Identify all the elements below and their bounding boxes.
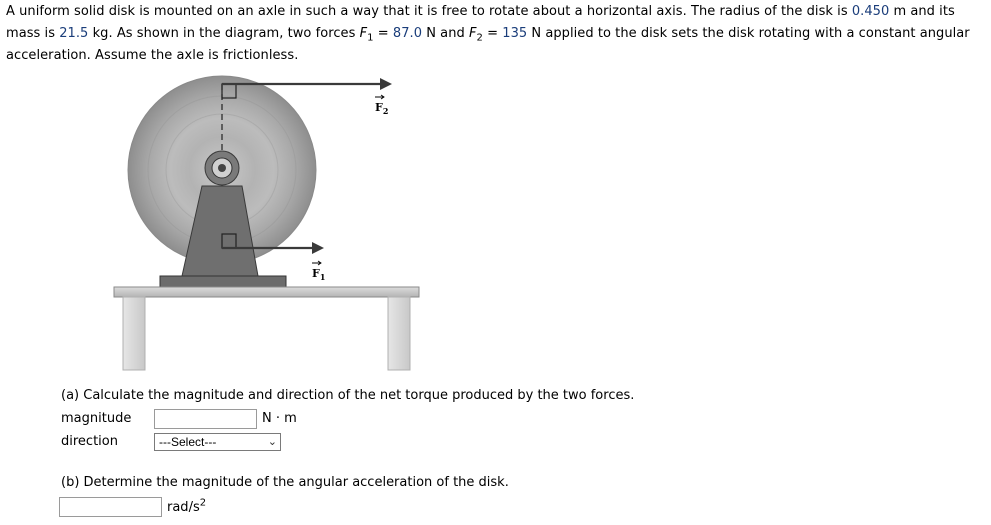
support-base (160, 276, 286, 288)
f2-arrowhead (380, 78, 392, 90)
axle (205, 151, 239, 185)
f1-vector-symbol (312, 261, 321, 265)
magnitude-label: magnitude (61, 411, 132, 426)
f1-symbol: F (359, 26, 368, 41)
direction-label: direction (61, 434, 118, 449)
f2-value: 135 (502, 26, 528, 41)
angular-acceleration-input[interactable] (59, 497, 162, 517)
f2-vector-symbol (375, 95, 384, 99)
table-leg-right (388, 297, 410, 370)
f1-label: $F_1$ (312, 267, 326, 282)
mass-value: 21.5 (59, 26, 89, 41)
chevron-down-icon: ⌄ (267, 436, 277, 448)
direction-select[interactable]: ---Select--- ⌄ (154, 433, 281, 451)
f1-arrowhead (312, 242, 324, 254)
f1-value: 87.0 (392, 26, 423, 41)
f2-symbol: F (468, 26, 477, 41)
table-top (114, 287, 419, 297)
torque-magnitude-input[interactable] (154, 409, 257, 429)
torque-unit: N · m (262, 411, 297, 426)
f2-label: $F_2$ (375, 101, 389, 116)
disk-diagram (108, 68, 428, 373)
problem-statement: A uniform solid disk is mounted on an axle in such a way that it is free to rotate about a horizontal axis. The radius of the disk is 0.450 m and its mass is 21.5 kg. As shown in the diagram, two forces $F_1 = 87.0$ N and $F_2 = 135$ N applied to the disk sets the disk rotating with a constant angular acceleration. Assume the axle is frictionless. (6, 4, 970, 63)
part-b-prompt: (b) Determine the magnitude of the angular acceleration of the disk. (61, 475, 509, 490)
table-leg-left (123, 297, 145, 370)
part-a-prompt: (a) Calculate the magnitude and direction of the net torque produced by the two forces. (61, 388, 635, 403)
angular-acceleration-unit: rad/$s^2$ (167, 497, 207, 515)
radius-value: 0.450 (851, 4, 890, 19)
